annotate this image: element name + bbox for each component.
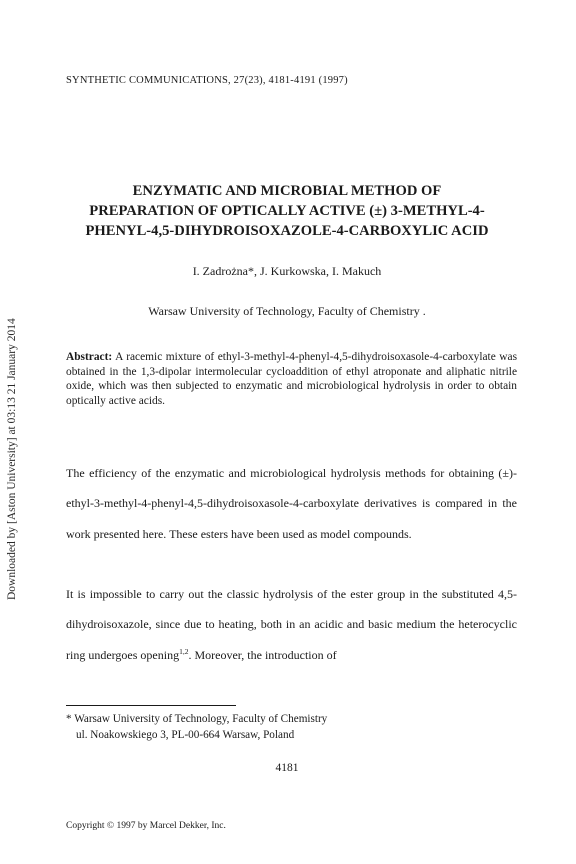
download-watermark: Downloaded by [Aston University] at 03:13 21 January 2014 <box>6 318 18 600</box>
page-number: 4181 <box>275 762 299 774</box>
reference-superscript: 1,2 <box>179 646 189 656</box>
title-line-2: PREPARATION OF OPTICALLY ACTIVE (±) 3-METHYL-4- <box>89 203 485 219</box>
body-paragraph-2-tail: . Moreover, the introduction of <box>188 647 337 662</box>
journal-header: SYNTHETIC COMMUNICATIONS, 27(23), 4181-4191 (1997) <box>66 75 348 86</box>
affiliation: Warsaw University of Technology, Faculty of Chemistry . <box>148 304 426 318</box>
footnote <box>66 711 327 743</box>
copyright-notice: Copyright © 1997 by Marcel Dekker, Inc. <box>66 821 226 831</box>
abstract-text: A racemic mixture of ethyl-3-methyl-4-phenyl-4,5-dihydroisoxasole-4-carboxylate was obtained in the 1,3-dipolar intermolecular cycloaddition of ethyl atroponate and aliphatic nitrile oxide, which was then subjected to enzymatic and microbiological hydrolysis in order to obtain optically active acids. <box>66 351 518 407</box>
footnote-line-1: * Warsaw University of Technology, Faculty of Chemistry <box>66 713 328 725</box>
body-paragraph-2 <box>66 579 517 670</box>
body-paragraph-2-text: It is impossible to carry out the classic hydrolysis of the ester group in the substituted 4,5-dihydroisoxazole, since due to heating, both in an acidic and basic medium the heterocyclic ring undergoes opening <box>66 587 517 662</box>
abstract <box>66 350 517 408</box>
article-title <box>66 181 508 241</box>
footnote-divider <box>66 705 236 706</box>
title-line-1: ENZYMATIC AND MICROBIAL METHOD OF <box>132 183 442 199</box>
title-line-3: PHENYL-4,5-DIHYDROISOXAZOLE-4-CARBOXYLIC ACID <box>85 223 489 239</box>
body-paragraph-1: The efficiency of the enzymatic and microbiological hydrolysis methods for obtaining (±)-ethyl-3-methyl-4-phenyl-4,5-dihydroisoxasole-4-carboxylate derivatives is compared in the work presented here. These esters have been used as model compounds. <box>66 466 517 541</box>
author-list: I. Zadrożna*, J. Kurkowska, I. Makuch <box>192 264 382 278</box>
footnote-line-2: ul. Noakowskiego 3, PL-00-664 Warsaw, Poland <box>76 729 295 741</box>
abstract-label: Abstract: <box>66 351 113 363</box>
